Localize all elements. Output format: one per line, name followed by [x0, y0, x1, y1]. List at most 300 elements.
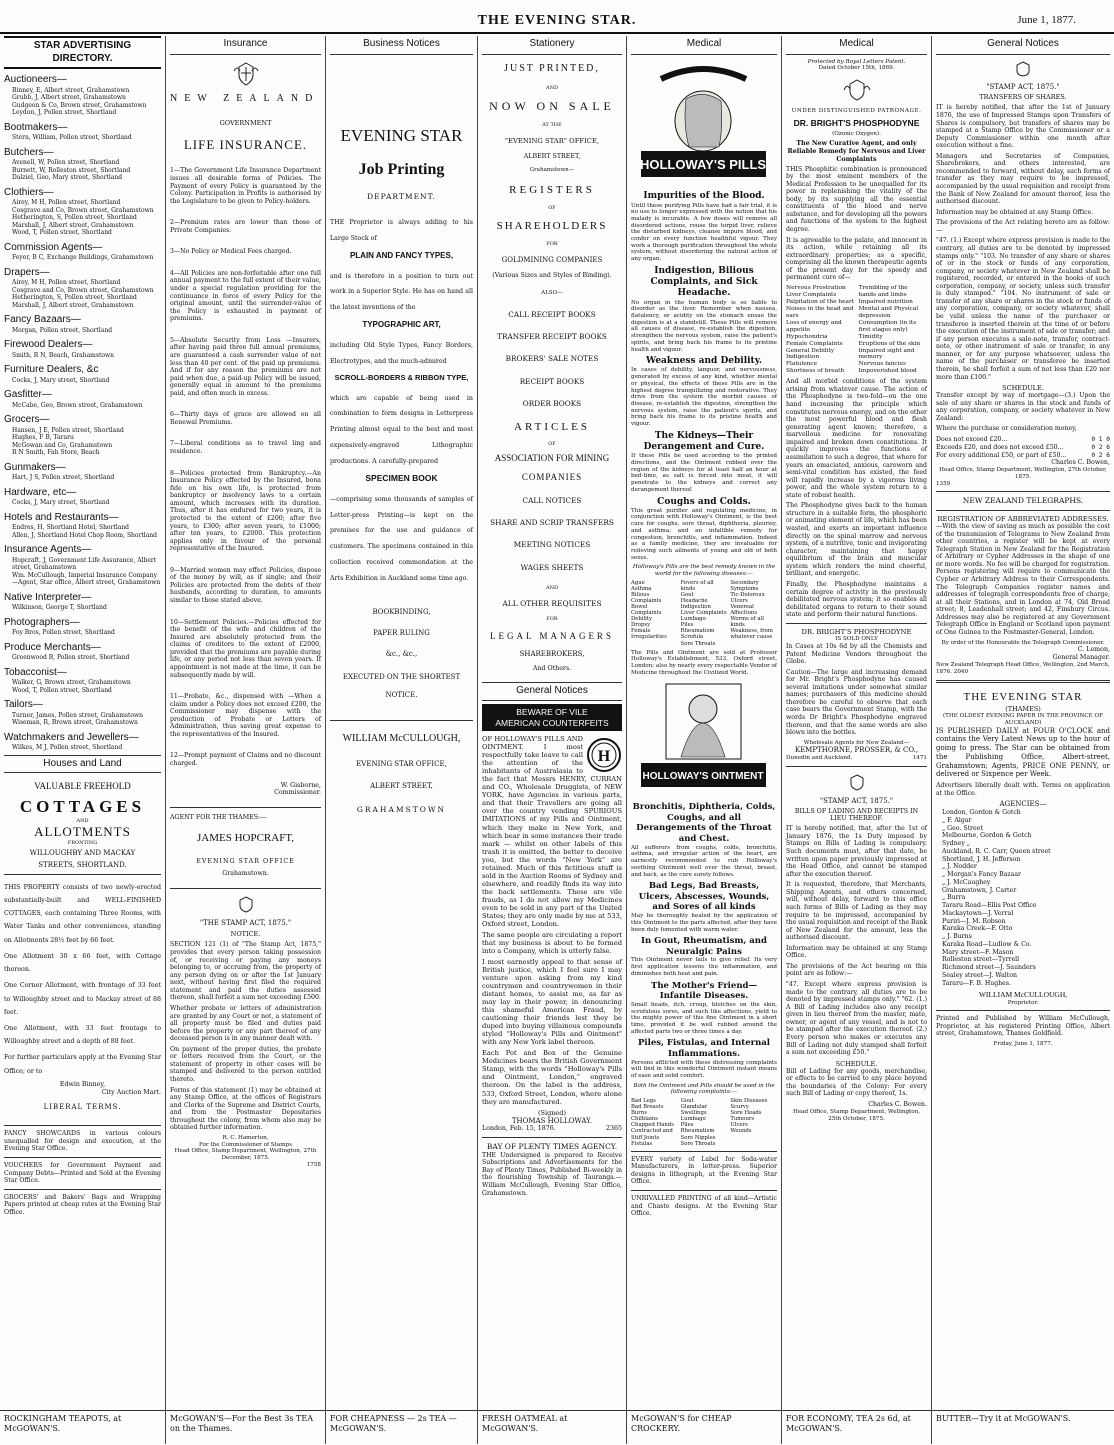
- sold-heading: DR. BRIGHT'S PHOSPHODYNE: [801, 627, 912, 636]
- column-insurance: [166, 36, 326, 1444]
- proprietor-title: Proprietor.: [1007, 999, 1039, 1006]
- disease-item: Venereal Affections: [730, 604, 758, 617]
- gout-heading: In Gout, Rheumatism, and Neuralgic Pains: [641, 936, 767, 957]
- notice-number-2: 2040: [953, 668, 969, 675]
- fee-row: [936, 452, 1110, 460]
- just-printed: JUST PRINTED,: [504, 62, 600, 74]
- directory-entry: Airey, M H, Pollen street, Shortland: [12, 279, 121, 286]
- where-line: Where the purchase or consideration money,: [936, 425, 1077, 433]
- directory-entry: Wm. McCullough, Imperial Insurance Company—Agent, Star office, Albert street, Grahamstown: [12, 571, 161, 586]
- directory-category: Gunmakers—: [4, 461, 66, 473]
- footer-ad-tea: [166, 1410, 325, 1444]
- department-line: DEPARTMENT.: [367, 191, 436, 201]
- agency-item: Melbourne, Gordon & Gotch: [942, 832, 1032, 840]
- transfers-text-1: IT is hereby notified, that after the 1st of January 1876, the use of Impressed Stamps upon Transfers of Shares is compulsory, but transfers of shares may be stamped at a Stamp Office by the Commissioner or a Deputy Commissioner within one month after execution without a fine.: [936, 104, 1110, 150]
- association-line: ASSOCIATION FOR MINING: [494, 452, 610, 463]
- stationery-list-1: [482, 310, 622, 408]
- goldmining-line: GOLDMINING COMPANIES: [501, 255, 603, 264]
- executed-line-1: EXECUTED ON THE SHORTEST: [342, 672, 461, 681]
- stamp-number: 1758: [306, 1161, 321, 1168]
- insurance-item: 9—Married women may effect Policies, dispose of the money by will, as if single; and their Policies are protected from the debts of their husbands, according to duration, to amounts similar to those stated above.: [170, 566, 321, 604]
- complaint-item: Skin Diseases: [730, 1098, 768, 1105]
- transfers-text-5: "47. (1.) Except where express provision is made to the contrary, all duties are to be denoted by impressed stamps only." "103. No transfer of any share or shares of or in the stock or funds of any corporation, company, or society whatever in New Zealand shall be registered, recorded, or entered in the books of such corporation, company, or society, unless such transfer is duly stamped." "104. No instrument of sale or transfer of any share or shares in the stock or funds of any corporation, company, or society whatever, shall be valid unless the name of the purchaser or transferee is inserted therein at the time of or before the execution of the instrument of sale or transfer; and if any person executes a sale-note, transfer, contract-note, or other instrument of sale or transfer, in any manner, or for any purpose whatsoever, unless the name of the purchaser or transferee be inserted therein, he shall forfeit a sum of not less than £20 nor more than £100.": [936, 237, 1111, 381]
- complaint-item: Scurvy: [730, 1104, 749, 1111]
- agency-item: Auckland, R. C. Carr, Queen street: [942, 847, 1051, 855]
- weakness-text: In cases of debility, languor, and nervousness, generated by excess of any kind, whether mental or physical, the effects of these Pills are in the highest degree tranquilizing and restorative. They drive from the system the morbid causes of disease, re-establish the digestion, strengthen the nervous system, raise the patient's spirits, and bring back his frame to its pristine health and vigour.: [631, 367, 777, 428]
- crest-stamp-icon: [846, 773, 868, 791]
- directory-entry: Cosgrave and Co, Brown street, Grahamstown: [12, 286, 154, 294]
- holloway-name: THOMAS HOLLOWAY.: [511, 1116, 593, 1125]
- directory-entry: Endres, H, Shortland Hotel, Shortland: [12, 524, 130, 531]
- stationery-item: TRANSFER RECEIPT BOOKS: [497, 332, 607, 342]
- directory-list: [4, 74, 161, 752]
- and-word: AND: [546, 85, 558, 91]
- agency-item: Sydney „: [942, 840, 971, 847]
- royal-crest-icon: [842, 78, 872, 102]
- bills-text-2: It is requested, therefore, that Merchants, Shipping Agents, and others concerned, will, without delay, forward to this office such forms of Bills of Lading as they may require to be impressed, accompanied by the usual requisition and receipt of the Bank of New Zealand for the amount, less the authorised discount.: [786, 881, 927, 942]
- disease-item: Tic-Doloreux: [730, 591, 765, 598]
- stamp-sig-2: For the Commissioner of Stamps: [198, 1141, 293, 1148]
- of-word-2: OF: [548, 440, 556, 447]
- fee-row: [936, 436, 1110, 444]
- cottages-heading: COTTAGES: [19, 797, 146, 817]
- sharebrokers: SHAREBROKERS,: [519, 649, 585, 658]
- companies-line: COMPANIES: [521, 472, 583, 482]
- sold-only: IS SOLD ONLY: [835, 636, 878, 643]
- directory-category: Hotels and Restaurants—: [4, 511, 119, 523]
- beware-banner: [482, 704, 622, 731]
- directory-category: Grocers—: [4, 414, 50, 425]
- disease-item: Ulcers: [730, 598, 748, 605]
- gout-text: This Ointment never fails to give relief. Its very first application lessens the inflammation, and diminishes both heat and pain.: [631, 957, 777, 977]
- agencies-heading: AGENCIES—: [999, 800, 1047, 809]
- directory-category: Produce Merchants—: [4, 641, 101, 653]
- agency-item: „ Burra: [942, 894, 966, 902]
- disease-item: Headache: [680, 598, 708, 605]
- coughs-heading: Coughs and Colds.: [657, 496, 751, 507]
- column-medical-phosphodyne: [782, 36, 932, 1444]
- directory-entry: Gudgeon & Co, Brown street, Grahamstown: [12, 101, 147, 109]
- impurities-heading: Impurities of the Blood.: [643, 191, 765, 202]
- directory-entry: McCabe, Geo, Brown street, Grahamstown: [12, 401, 143, 409]
- bills-text-1: IT is hereby notified, that, after the 1st of January 1876, the 1s Duty imposed by Stamps on Bills of Lading is compulsory. Such documents must, after that date, be written upon paper previously impressed at the Head Office, and cannot be stamped after the execution thereof.: [786, 825, 927, 878]
- directory-entry: Feyer, B C, Exchange Buildings, Grahamstown: [12, 254, 154, 261]
- directory-entry: Wood, T, Pollen street, Shortland: [12, 686, 112, 694]
- footer-ad-butter: [932, 1410, 1114, 1444]
- nz-telegraphs-heading: NEW ZEALAND TELEGRAPHS.: [962, 496, 1084, 506]
- stamp-sig-3: Head Office, Stamp Department, Wellington, 27th December, 1875.: [174, 1148, 317, 1162]
- schedule-heading: SCHEDULE.: [835, 1059, 878, 1068]
- complaint-item: Rheumatism: [680, 1128, 715, 1135]
- complaint-item: Chilblains: [631, 1116, 658, 1123]
- kempthorne-number: 1471: [912, 755, 927, 762]
- stamp-act-heading-2: "STAMP ACT, 1875.": [819, 796, 894, 805]
- general-notices-heading-2: General Notices: [936, 36, 1110, 55]
- agency-item: Karaka Road—Ludlow & Co.: [942, 940, 1032, 948]
- directory-category: Native Interpreter—: [4, 591, 92, 603]
- footer-ad-text: BUTTER—Try it at McGOWAN'S.: [936, 1414, 1071, 1423]
- fee-label: For every additional £50, or part of £50...: [936, 451, 1067, 459]
- column-general-notices: [932, 36, 1114, 1444]
- agent-town: Grahamstown.: [222, 869, 269, 877]
- bronchitis-heading: Bronchitis, Diphtheria, Colds, Coughs, and all Derangements of the Throat and Chest.: [632, 802, 776, 845]
- kempthorne-location: [786, 755, 927, 762]
- directory-category: Tailors—: [4, 699, 43, 710]
- complaint-item: Fistulas: [631, 1140, 653, 1147]
- showcards-ad: FANCY SHOWCARDS in various colours unequalled for design and execution, at the Evening Star Office.: [4, 1130, 161, 1153]
- holloway-pills-illustration-icon: [631, 59, 776, 189]
- medical-heading-1: Medical: [631, 36, 777, 55]
- crest-small-icon: [235, 895, 257, 913]
- directory-category: Photographers—: [4, 616, 80, 628]
- directory-entry: Marshall, J, Albert street, Grahamstown: [12, 221, 134, 229]
- complaint-item: Glandular Swellings: [680, 1104, 708, 1117]
- directory-category: Auctioneers—: [4, 74, 67, 85]
- newspaper-title: THE EVENING STAR.: [477, 13, 637, 28]
- directory-entry: Wood, T, Pollen street, Shortland: [12, 229, 112, 236]
- cure-item: Nervous fancies: [858, 361, 906, 368]
- schedule-heading-2: SCHEDULE.: [1002, 384, 1044, 393]
- publisher-town: GRAHAMSTOWN: [356, 805, 447, 815]
- schedule-text: Bill of Lading for any goods, merchandise, or effects to be carried to any place beyond the boundaries of the Colony: For every such Bill of Lading or copy thereof, 1s.: [786, 1067, 927, 1098]
- job-printing-heading: Job Printing: [358, 160, 445, 178]
- general-notices-heading: General Notices: [482, 682, 622, 701]
- stationery-item: SHARE AND SCRIP TRANSFERS: [490, 518, 614, 528]
- patronage-line: UNDER DISTINGUISHED PATRONAGE.: [791, 107, 922, 114]
- transfers-heading: TRANSFERS OF SHARES.: [979, 93, 1067, 102]
- agency-item: „ Morgan's Fancy Bazaar: [942, 871, 1021, 878]
- bowen-office-2: Head Office, Stamp Department, Wellington, 27th October, 1875.: [939, 467, 1107, 480]
- agency-item: London, Gordon & Gotch: [942, 809, 1021, 816]
- at-the: AT THE: [542, 122, 562, 129]
- bills-heading: BILLS OF LADING AND RECEIPTS IN LIEU THEREOF.: [794, 807, 919, 823]
- complaint-item: Sore Throats: [680, 1140, 716, 1147]
- also-line: ALSO—: [541, 290, 563, 297]
- cure-item: Palpitation of the heart: [786, 298, 855, 305]
- fee-label: Exceeds £20, and does not exceed £50...: [936, 443, 1064, 451]
- stamp-text-1: SECTION 121 (1) of "The Stamp Act, 1875," provides that every person taking possession of, or receiving or paying any moneys belonging to, or accruing from, the property of any person dying on or after the 1st January next, without having first filed the required statement and paid the duties assessed thereon, shall forfeit a sum not exceeding £500.: [170, 941, 321, 1002]
- disease-item: Bowel Complaints: [631, 604, 662, 617]
- cure-item: Nervous Prostration: [786, 284, 846, 291]
- insurance-items: [170, 167, 321, 767]
- weakness-heading: Weakness and Debility.: [645, 356, 763, 367]
- commissioner-name: W. Gisborne,: [280, 781, 321, 789]
- complaint-item: Wounds: [730, 1128, 752, 1135]
- registration-text: —With the view of saving as much as possible the cost of the transmission of Telegrams to New Zealand from other countries, a register will be kept at every Telegraph Station in New Zealand for the Registration of Arbitrary or Cypher Addresses in the shape of one or more words. No fee will be charged for registration. Persons registering will require to communicate the Cypher or Arbitrary Address to their Correspondents. The Telegraph Companies register names and addresses of telegraph correspondents free of charge, at all their Stations, and in London at 74, Old Broad street; 8, Leadenhall street; and 42, Finsbury Circus. Addresses may also be registered at any Government Telegraph Office in England or Scotland upon payment of One Guinea to the Postmaster-General, London.: [936, 523, 1110, 636]
- phosphodyne-text-4: The Phosphodyne gives back to the human structure in a suitable form, the phosphoric or animating element of life, which has been wasted, and exerts an important influence directly on the spinal marrow and nervous system, of a nutritive, tonic and invigorating character, maintaining that happy equilibrium of the brain and muscular system which renders the mind cheerful, brilliant, and energetic.: [786, 502, 927, 578]
- and-line: AND: [76, 817, 89, 824]
- disease-item: Debility: [631, 616, 652, 623]
- directory-heading: STAR ADVERTISING DIRECTORY.: [4, 36, 161, 69]
- pills-sold-text: The Pills and Ointment are sold at Professor Holloway's Establishment, 533, Oxford street, London; also by nearly every respectable Vendor of Medicine throughout the Civilized World.: [631, 649, 777, 676]
- agency-item: Rolleston street—Tyrrell: [942, 956, 1020, 964]
- holloway-text-4: Each Pot and Box of the Genuine Medicines bears the British Government Stamp, with the words "Holloway's Pills and Ointment, London," engraved thereon. On the label is the address, 533, Oxford Street, London, where alone they are manufactured.: [482, 1049, 622, 1106]
- complaint-item: Chapped Hands: [631, 1122, 674, 1129]
- printed-by-text: Printed and Published by William McCullough, Proprietor, at his registered Printing Office, Albert street, Grahamstown, Thames Goldfield.: [936, 1015, 1110, 1038]
- directory-category: Hardware, etc—: [4, 486, 77, 498]
- stamp-text-2: Whether probate or letters of administration are granted by any Court or not, a statement of all property must be filed and duties paid before the property or any part thereof of any deceased person is in any manner dealt with.: [170, 1004, 321, 1043]
- insurance-item: 6—Thirty days of grace are allowed on all Renewal Premiums.: [170, 411, 321, 426]
- disease-item: Worms of all kinds: [730, 616, 764, 629]
- evening-star-name: THE EVENING STAR: [963, 691, 1083, 704]
- streets-line-2: STREETS, SHORTLAND.: [38, 861, 127, 869]
- agent-office: EVENING STAR OFFICE: [196, 857, 295, 865]
- mothers-friend-text: Small heads, itch, croup, blotches on the skin, scrofulous sores, and such like affections, yield to the mighty power of this fine Ointment in a short time, provided it be well rubbed around the affected parts two or three times a day.: [631, 1001, 777, 1035]
- scroll-borders: SCROLL-BORDERS & RIBBON TYPE,: [334, 373, 469, 383]
- cure-item: Impaired sight and memory: [858, 347, 915, 361]
- directory-entry: Burnett, W, Rolleston street, Shortland: [12, 166, 131, 174]
- agency-item: „ Geo. Street: [942, 824, 983, 832]
- masthead: [0, 0, 1114, 34]
- agency-item: „ F. Algar: [942, 816, 972, 824]
- directory-entry: Cocks, J, Mary street, Shortland: [12, 376, 110, 384]
- disease-item: Weakness, from whatever cause: [730, 628, 773, 641]
- directory-category: Furniture Dealers, &c: [4, 364, 99, 375]
- insurance-item: 1—The Government Life Insurance Department issues all desirable forms of Policies. The Payment of every Policy is guaranteed by the Colony. Participation in Profits is authorised by the Legislature to be given to Policy-holders.: [170, 167, 321, 205]
- crest-shares-icon: [1012, 61, 1034, 77]
- etc-line: &c., &c.,: [385, 649, 418, 658]
- business-heading: Business Notices: [330, 36, 473, 55]
- column-stationery: [478, 36, 627, 1444]
- cure-item: Loss of energy and appetite: [786, 319, 842, 333]
- disease-item: Fevers of all kinds: [680, 579, 714, 592]
- agency-item: Shortland, J. H. Jefferson: [942, 855, 1021, 863]
- and-others: And Others.: [532, 664, 572, 672]
- complaint-item: Ulcers: [730, 1122, 748, 1129]
- disease-item: Ague: [631, 579, 645, 586]
- directory-entry: R N Smith, Fah Store, Beach: [12, 449, 100, 456]
- agency-item: „ J. Burns: [942, 933, 972, 940]
- phosphodyne-text-2: It is agreeable to the palate, and innocent in its action, while retaining all its extraordinary properties; as a specific, comprising all the known therapeutic agents of the present day for the speedy and permanent cure of—: [786, 236, 927, 282]
- holloway-text-2: The same people are circulating a report that my business is about to be formed into a Company, which is utterly false.: [482, 930, 622, 955]
- lemon-name: C. Lemon,: [1077, 646, 1110, 654]
- kidneys-heading: The Kidneys—Their Derangement and Cure.: [643, 430, 765, 453]
- property-text: THIS PROPERTY consists of two newly-erected substantially-built and WELL-FINISHED COTTAGES, each containing Three Rooms, with Water Tanks and other conveniences, standing on Allotments 28½ feet by 66 feet.: [4, 883, 161, 944]
- agency-item: Richmond street—J. Saunders: [942, 964, 1036, 971]
- notice-heading: NOTICE.: [230, 930, 261, 939]
- sold-text: In Cases at 10s 6d by all the Chemists and Patent Medicine Vendors throughout the Globe.: [786, 642, 927, 666]
- vf-line: VALUABLE FREEHOLD: [34, 781, 131, 791]
- allotments-heading: ALLOTMENTS: [34, 823, 131, 839]
- agency-item: Karaka Creek—F. Otto: [942, 925, 1013, 933]
- directory-entry: Airey, M H, Pollen street, Shortland: [12, 199, 121, 206]
- issue-date: June 1, 1877.: [1017, 14, 1076, 26]
- directory-entry: Greenwood B, Pollen street, Shortland: [12, 654, 130, 661]
- cure-item: Noises in the head and ears: [786, 305, 854, 319]
- telegraph-office-text: New Zealand Telegraph Head Office, Wellington, 2nd March, 1876.: [936, 661, 1110, 675]
- svg-text:H: H: [597, 748, 611, 766]
- directory-entry: Morgan, Pollen street, Shortland: [12, 326, 113, 334]
- phosphodyne-text-5: Finally, the Phosphodyne maintains a certain degree of activity in the previously debilitated nervous system; it so enables all debilitated organs to return to their sound state and perform their natural functions.: [786, 580, 927, 619]
- stamp-text-4: Forms of this statement (1) may be obtained at any Stamp Office, at the offices of Registrars and Clerks of the Supreme and District Courts, and from the Postmaster Depositaries throughout the colony, from whom also may be obtained further information.: [170, 1086, 321, 1132]
- houses-heading: Houses and Land: [4, 755, 161, 774]
- now-on-sale: NOW ON SALE: [489, 99, 615, 114]
- disease-item: Dropsy: [631, 622, 651, 629]
- cure-item: Flatulence: [786, 361, 818, 368]
- holloway-text-1: OF HOLLOWAY'S PILLS AND OINTMENT. I most respectfully take leave to call the attention of the inhabitants of Australasia to the fact that Messrs HENRY, CURRAN and CO., Wholesale Druggists, of NEW YORK, have Agencies in various parts, and that their Travellers are going all over the country vending SPURIOUS IMITATIONS of my Pills and Ointment, which they make in New York, and which bear in some instances their trade mark — whilst on other labels of this trash it is omitted, the better to deceive you, but the words "New York" are retained. Much of this fictitious stuff is sold in the Auction Rooms of Sydney and elsewhere, and readily finds its way into the back settlements. These are vile frauds, as I do not allow my Medicines even to be sold in any part of the United States; they are only made by me at 533, Oxford street, London.: [482, 735, 622, 928]
- footer-ad-text: FOR ECONOMY, TEA 2s 6d, at McGOWAN'S.: [786, 1414, 911, 1433]
- for-word-2: FOR: [546, 616, 558, 623]
- directory-entry: Walker, G, Brown street, Grahamstown: [12, 679, 131, 686]
- cure-item: Trembling of the hands and limbs: [858, 284, 908, 298]
- stamp-act-heading-3: "STAMP ACT, 1875.": [986, 82, 1060, 91]
- disease-item: Liver Complaints: [680, 610, 727, 617]
- complaint-item: Tumours: [730, 1116, 755, 1123]
- disease-item: Scrofula: [680, 634, 704, 641]
- fee-amount: 0 2 6: [1091, 451, 1110, 459]
- bowen-sig-2: Charles C. Bowen,: [1051, 459, 1110, 467]
- agency-item: „ J. Nodder: [942, 863, 977, 871]
- agency-item: Sealey street—J. Walton: [942, 971, 1017, 979]
- provisions-intro: The provisions of the Act bearing on this point are as follow:—: [786, 962, 927, 978]
- piles-heading: Piles, Fistulas, and Internal Inflammations.: [637, 1038, 771, 1059]
- footer-ad-text: McGOWAN'S—For the Best 3s TEA on the Thames.: [170, 1414, 314, 1433]
- impurities-text: Until these purifying Pills have had a fair trial, it is no use to longer expressed with the notion that his malady is incurable. A few doses will remove all disordered actions, rouse the torpid liver, relieve the disturbed kidneys, cleanse impure blood, and confer on every function healthful vigour. They work a thorough purification throughout the whole system, without disordering the natural action of any organ.: [631, 202, 777, 263]
- kidneys-text: If these Pills be used according to the printed directions, and the Ointment rubbed over the region of the kidneys for at least half an hour at bed-time, as salt is forced into meat, it will penetrate to the kidneys and correct any derangement thereof.: [631, 453, 777, 493]
- trade-mark-icon: [586, 737, 622, 773]
- stamp-sig-1: R. C. Hamerton,: [222, 1134, 269, 1141]
- agencies-list: [936, 809, 1110, 987]
- complaint-item: Lumbago: [680, 1116, 706, 1123]
- footer-ad-text: McGOWAN'S for CHEAP CROCKERY.: [631, 1414, 732, 1433]
- directory-entry: Smith, R N, Beach, Grahamstown: [12, 351, 114, 359]
- friday-date: Friday, June 1, 1877.: [993, 1041, 1053, 1048]
- fees-table: [936, 436, 1110, 459]
- london-date: [482, 1125, 622, 1133]
- stationery-item: MEETING NOTICES: [513, 540, 591, 550]
- complaint-item: Bad Breasts: [631, 1104, 664, 1111]
- insurance-item: 8—Policies protected from Bankruptcy.—An Insurance Policy effected by the Insured, bona fide on his own life, is protected from bankruptcy or insolvency laws to a certain amount, which increases with its duration. Thus, after it has endured for two years, it is protected to the extent of £200; after five years, to £300; after seven years, to £1000; after ten years, to £2000. This protection applies only in favour of the personal representative of the Insured.: [170, 469, 321, 553]
- directory-entry: Marshall, J, Albert street, Grahamstown: [12, 301, 134, 309]
- commissioner-title: Commissioner.: [274, 789, 321, 797]
- directory-category: Firewood Dealers—: [4, 339, 93, 350]
- fronting-line: FRONTING: [67, 840, 98, 846]
- directory-category: Butchers—: [4, 146, 54, 158]
- directory-category: Insurance Agents—: [4, 544, 92, 555]
- directory-entry: Hughes, F B, Tararu: [12, 434, 74, 441]
- stationery-item: RECEIPT BOOKS: [519, 376, 585, 386]
- terms-line: LIBERAL TERMS.: [43, 1102, 122, 1111]
- stationery-item: CALL RECEIPT BOOKS: [508, 310, 596, 320]
- directory-entry: Grubb, J, Albert street, Grahamstown: [12, 94, 126, 101]
- directory-entry: Wilkinson, George T, Shortland: [12, 604, 107, 611]
- column-medical-holloway: [627, 36, 782, 1444]
- bronchitis-text: All sufferers from coughs, colds, bronchitis, asthma, and irregular action of the heart, are earnestly recommended to rub Holloway's soothing Ointment well over the throat, breast, and back, as the cure surely follows.: [631, 844, 777, 878]
- directory-entry: Stern, William, Pollen street, Shortland: [12, 134, 132, 141]
- cure-item: Shortness of breath: [786, 368, 845, 375]
- mothers-friend-heading: The Mother's Friend—Infantile Diseases.: [651, 980, 757, 1002]
- directory-entry: McGowan and Co, Grahamstown: [12, 441, 113, 449]
- combination-text: which are capable of being used in combination to form designs in Letterpress Printing almost equal to the best and most expensively-engraved Lithographic productions. A carefully-prepared: [330, 394, 473, 465]
- stamp-act-heading: "THE STAMP ACT, 1875.": [199, 918, 292, 927]
- evening-star-heading: EVENING STAR: [340, 125, 463, 145]
- pills-banner-text: HOLLOWAY'S PILLS: [639, 156, 767, 172]
- of-word: OF: [548, 205, 556, 212]
- directory-category: Tobacconist—: [4, 666, 67, 678]
- dated-line: Dated October 15th, 1869.: [818, 65, 895, 72]
- grocers-bags-ad: GROCERS' and Bakers' Bags and Wrapping Papers printed at cheap rates at the Evening Star Office.: [4, 1193, 161, 1216]
- grahamstown: Grahamstown—: [529, 166, 575, 173]
- telegraph-office: [936, 662, 1110, 675]
- proprietor-text: THE Proprietor is always adding to his Large Stock of: [330, 219, 473, 242]
- insurance-item: 2—Premium rates are lower than those of Private Companies.: [170, 219, 321, 234]
- phosphodyne-title: DR. BRIGHT'S PHOSPHODYNE: [793, 117, 920, 128]
- fee-amount: 0 1 0: [1091, 436, 1110, 443]
- medical-heading-2: Medical: [786, 36, 927, 55]
- insurance-item: 4—All Policies are non-forfeitable after one full annual payment to the full extent of their value, under a special regulation providing for the continuance in force of every Policy for the original amount, until the surrender-value of the Policy is exhausted in payment of premiums.: [170, 269, 321, 323]
- disease-item: Bilious Complaints: [631, 591, 662, 605]
- auctioneer-name: Edwin Binney,: [59, 1080, 106, 1088]
- directory-category: Clothiers—: [4, 186, 54, 198]
- london-date-text: London, Feb. 15, 1876.: [482, 1125, 556, 1133]
- transfers-text-4: The provisions of the Act relating hereto are as follow:—: [936, 219, 1110, 234]
- beware-line-2: AMERICAN COUNTERFEITS: [495, 717, 609, 728]
- disease-item: Lumbago: [680, 616, 706, 623]
- both-list: [631, 1098, 777, 1147]
- disease-item: Indigestion: [680, 604, 711, 611]
- directory-entry: Wilkes, M J, Pollen street, Shortland: [12, 744, 123, 751]
- footer-ad-teapots: [0, 1410, 165, 1444]
- footer-ad-text: FRESH OATMEAL at McGOWAN'S.: [482, 1414, 568, 1433]
- lemon-title: General Manager.: [1052, 654, 1110, 662]
- directory-entry: Hetherington, S, Pollen street, Shortland: [12, 214, 137, 221]
- disease-list-heading: Holloway's Pills are the best remedy known in the world for the following diseases:—: [632, 564, 776, 578]
- stamp-text-3: On payment of the proper duties, the probate or letters received from the Court, or the statement of property in other cases will be stamped and delivered to the person entitled thereto.: [170, 1045, 321, 1084]
- notice-number-1: 1359: [936, 480, 951, 487]
- insurance-item: 12—Prompt payment of Claims and no discount charged.: [170, 752, 321, 767]
- bop-heading: BAY OF PLENTY TIMES AGENCY.: [486, 1142, 618, 1152]
- agents-line: Wholesale Agents for New Zealand—: [803, 739, 910, 746]
- bad-legs-text: May be thoroughly healed by the application of this Ointment to the parts affected, after they have been duly fomented with warm water.: [631, 913, 777, 933]
- stationery-list-2: [482, 496, 622, 571]
- directory-category: Fancy Bazaars—: [4, 314, 81, 325]
- registers-heading: REGISTERS: [509, 183, 595, 196]
- registration-order: By order of the Honourable the Telegraph Commissioner.: [941, 639, 1105, 646]
- ozonic-line: (Ozonic Oxygen).: [832, 131, 881, 138]
- unrivalled-printing-ad: UNRIVALLED PRINTING of all kind—Artistic and Chaste designs. At the Evening Star Office.: [631, 1194, 777, 1218]
- executed-line-2: NOTICE.: [385, 691, 418, 700]
- position-text: and is therefore in a position to turn out work in a Superior Style. He has on hand all the latest inventions of the: [330, 272, 473, 312]
- bills-text-3: Information may be obtained at any Stamp Office.: [786, 944, 927, 960]
- stationery-item: CALL NOTICES: [522, 496, 582, 506]
- phosphodyne-subtitle: The New Curative Agent, and only Reliable Remedy for Nervous and Liver Complaints: [787, 139, 926, 163]
- directory-entry: Hopcraft, J, Government Life Assurance, Albert street, Grahamstown: [12, 556, 157, 571]
- agency-item: Mackaytown—J. Verral: [942, 909, 1014, 917]
- complaint-item: Burns: [631, 1110, 647, 1117]
- column-business: [326, 36, 478, 1444]
- cure-item: General Debility: [786, 347, 835, 354]
- disease-item: Rheumatism: [680, 628, 715, 635]
- footer-ad-text: FOR CHEAPNESS — 2s TEA — McGOWAN'S.: [330, 1414, 457, 1433]
- holloway-ointment-illustration-icon: [631, 679, 776, 799]
- agency-item: Puriri—J. M. Robson: [942, 917, 1006, 925]
- complaint-item: Gout: [680, 1098, 694, 1105]
- thames-line: (THAMES): [1005, 705, 1041, 714]
- published-daily-text: IS PUBLISHED DAILY at FOUR O'CLOCK and contains the Very Latest News up to the hour of going to press. The Star can be obtained from the Publishing Office, Albert-street, Grahamstown; Agents, PRICE ONE PENNY, or delivered or Sixpence per Week.: [936, 726, 1110, 779]
- disease-item: Piles: [680, 622, 694, 629]
- fee-amount: 0 2 6: [1091, 443, 1110, 451]
- transfers-text-3: Information may be obtained at any Stamp Office.: [936, 208, 1094, 216]
- directory-category: Watchmakers and Jewellers—: [4, 731, 139, 743]
- cure-item: Liver Complaints: [786, 291, 837, 298]
- agent-name: JAMES HOPCRAFT,: [197, 832, 294, 845]
- insurance-item: 7—Liberal conditions as to travel ling and residence.: [170, 440, 321, 455]
- publisher-street: ALBERT STREET,: [370, 782, 433, 791]
- bowen-office: Head Office, Stamp Department, Wellington, 25th October, 1875.: [792, 1108, 921, 1122]
- cure-item: Eruptions of the skin: [858, 340, 921, 347]
- borders-text: including Old Style Types, Fancy Borders, Electrotypes, and the much-admired: [330, 341, 473, 365]
- footer-ad-text: ROCKINGHAM TEAPOTS, at McGOWAN'S.: [4, 1414, 122, 1433]
